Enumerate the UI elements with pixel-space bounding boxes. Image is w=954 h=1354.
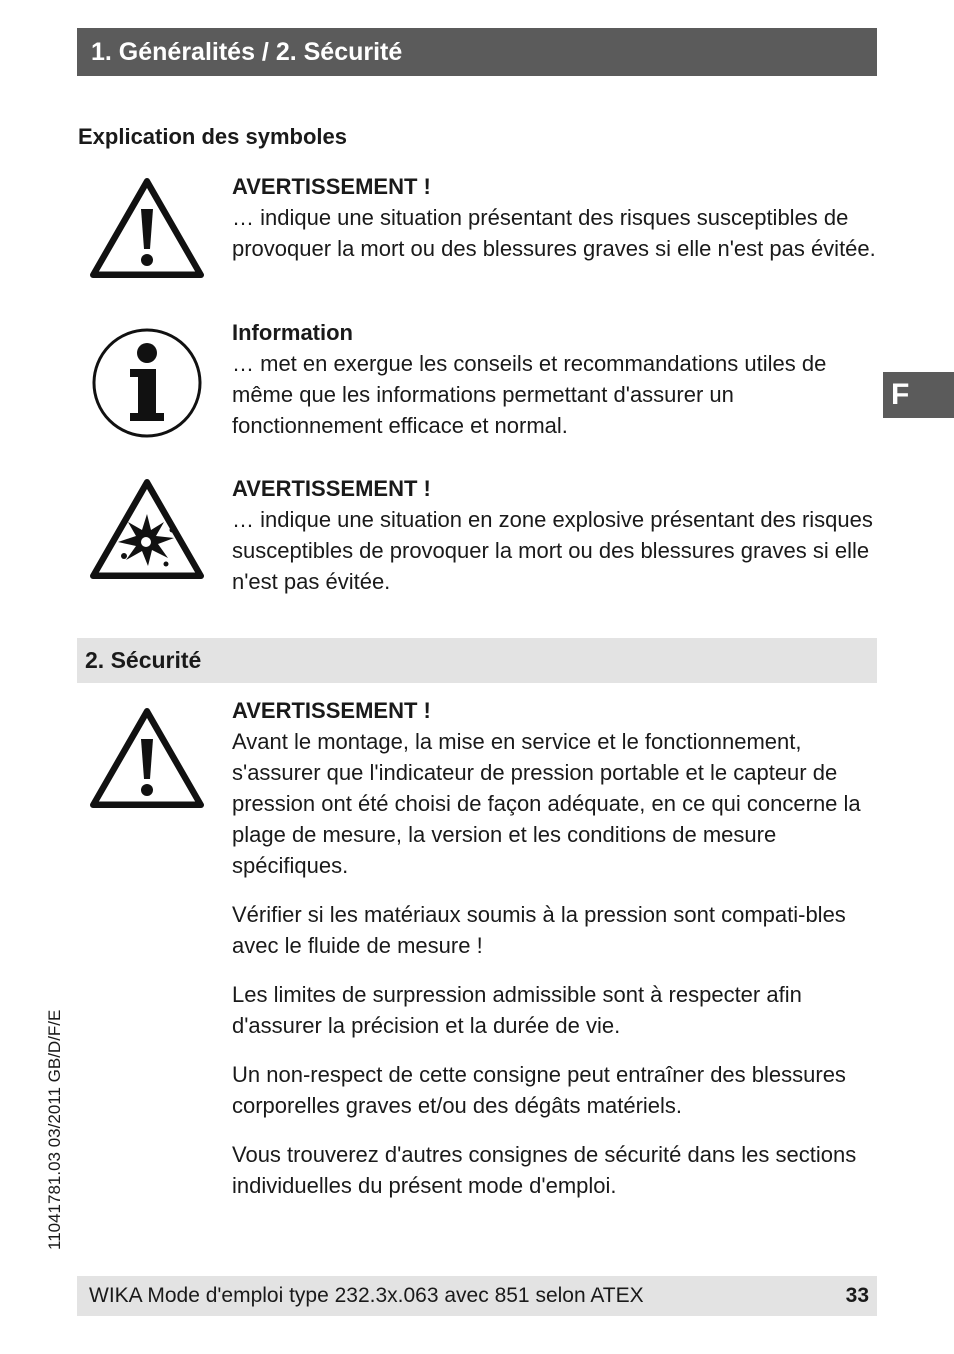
safety-warning-title: AVERTISSEMENT ! <box>232 698 431 723</box>
page-header <box>77 28 877 76</box>
language-tab: F <box>883 372 954 418</box>
symbol-explosion-title: AVERTISSEMENT ! <box>232 476 431 501</box>
symbol-warning-text: … indique une situation présentant des risques susceptibles de provoquer la mort ou des blessures graves si elle n'est pas évitée. <box>232 205 876 261</box>
symbol-info-text: … met en exergue les conseils et recommandations utiles de même que les informations permettant d'assurer un fonctionnement efficace et normal. <box>232 351 827 438</box>
symbol-explosion-text: … indique une situation en zone explosive présentant des risques susceptibles de provoquer la mort ou des blessures graves si elle n'est pas évitée. <box>232 507 873 594</box>
footer-text: WIKA Mode d'emploi type 232.3x.063 avec 851 selon ATEX <box>89 1284 644 1307</box>
page-header-title: 1. Généralités / 2. Sécurité <box>91 38 403 66</box>
symbol-info-title: Information <box>232 320 353 345</box>
symbol-warning-block <box>232 171 877 264</box>
info-circle-icon <box>88 325 206 446</box>
safety-paragraph: Vous trouverez d'autres consignes de sécurité dans les sections individuelles du présent mode d'emploi. <box>232 1142 857 1198</box>
warning-triangle-icon <box>88 705 206 816</box>
safety-section-title: 2. Sécurité <box>85 647 202 673</box>
document-reference: 11041781.03 03/2011 GB/D/F/E <box>45 1009 64 1250</box>
page-footer <box>77 1276 877 1316</box>
symbol-explosion-block <box>232 473 877 597</box>
safety-warning-block <box>232 695 877 881</box>
warning-triangle-icon <box>88 175 206 286</box>
symbol-warning-title: AVERTISSEMENT ! <box>232 174 431 199</box>
explosion-triangle-icon <box>88 476 206 587</box>
safety-section-heading <box>77 638 877 683</box>
page-number: 33 <box>845 1284 869 1307</box>
symbol-info-block <box>232 317 877 441</box>
safety-paragraph: Vérifier si les matériaux soumis à la pression sont compati-bles avec le fluide de mesure ! <box>232 902 846 958</box>
symbols-heading: Explication des symboles <box>78 124 347 149</box>
safety-paragraph: Un non-respect de cette consigne peut entraîner des blessures corporelles graves et/ou des dégâts matériels. <box>232 1062 846 1118</box>
safety-paragraph: Avant le montage, la mise en service et le fonctionnement, s'assurer que l'indicateur de pression portable et le capteur de pression ont été choisi de façon adéquate, en ce qui concerne la plage de mesure, la version et les conditions de mesure spécifiques. <box>232 729 861 878</box>
safety-paragraph: Les limites de surpression admissible sont à respecter afin d'assurer la précision et la durée de vie. <box>232 982 802 1038</box>
